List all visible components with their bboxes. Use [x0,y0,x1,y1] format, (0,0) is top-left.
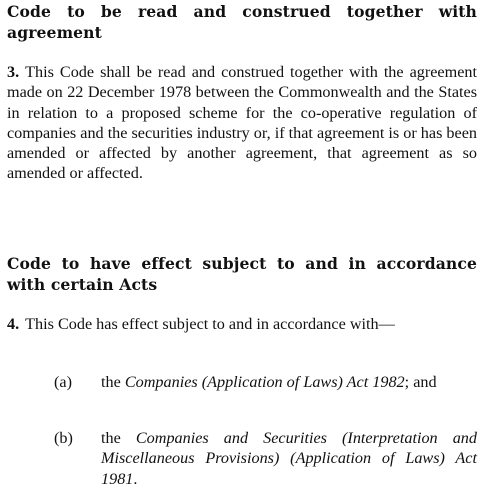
section-3-heading-line1: Code to be read and construed together with [7,2,477,21]
section-4-number: 4. [7,315,20,333]
section-3-heading-line2: agreement [7,22,102,42]
section-4-heading [7,254,477,295]
section-3-text: This Code shall be read and construed together with the agreement made on 22 December 1978 between the Commonwealth and the States in relation to a proposed scheme for the co-operative regulation of companies and the securities industry or, if that agreement is or has been amended or affected by another agreement, that agreement as so amended or affected. [7,63,477,183]
item-a-prefix: the [101,373,125,391]
item-a-suffix: ; and [404,373,437,391]
item-b-suffix: . [133,469,138,488]
item-a-act-title: Companies (Application of Laws) Act 1982 [124,373,405,391]
item-a-text [101,372,477,392]
item-b-label: (b) [54,429,73,447]
section-4-body [7,314,477,334]
item-b-text [101,428,477,489]
section-3-number: 3. [7,63,20,81]
section-4-text: This Code has effect subject to and in accordance with— [25,315,395,333]
item-a-label: (a) [54,373,72,391]
section-3-body [7,62,477,184]
item-b-act-title: Companies and Securities (Interpretation and Miscellaneous Provisions) (Application of Laws) Act 1981 [101,429,477,488]
section-4-heading-line2: with certain Acts [7,274,158,294]
section-3-heading [7,2,477,43]
section-4-heading-line1: Code to have effect subject to and in accordance [7,254,477,273]
item-b-prefix: the [101,429,136,447]
